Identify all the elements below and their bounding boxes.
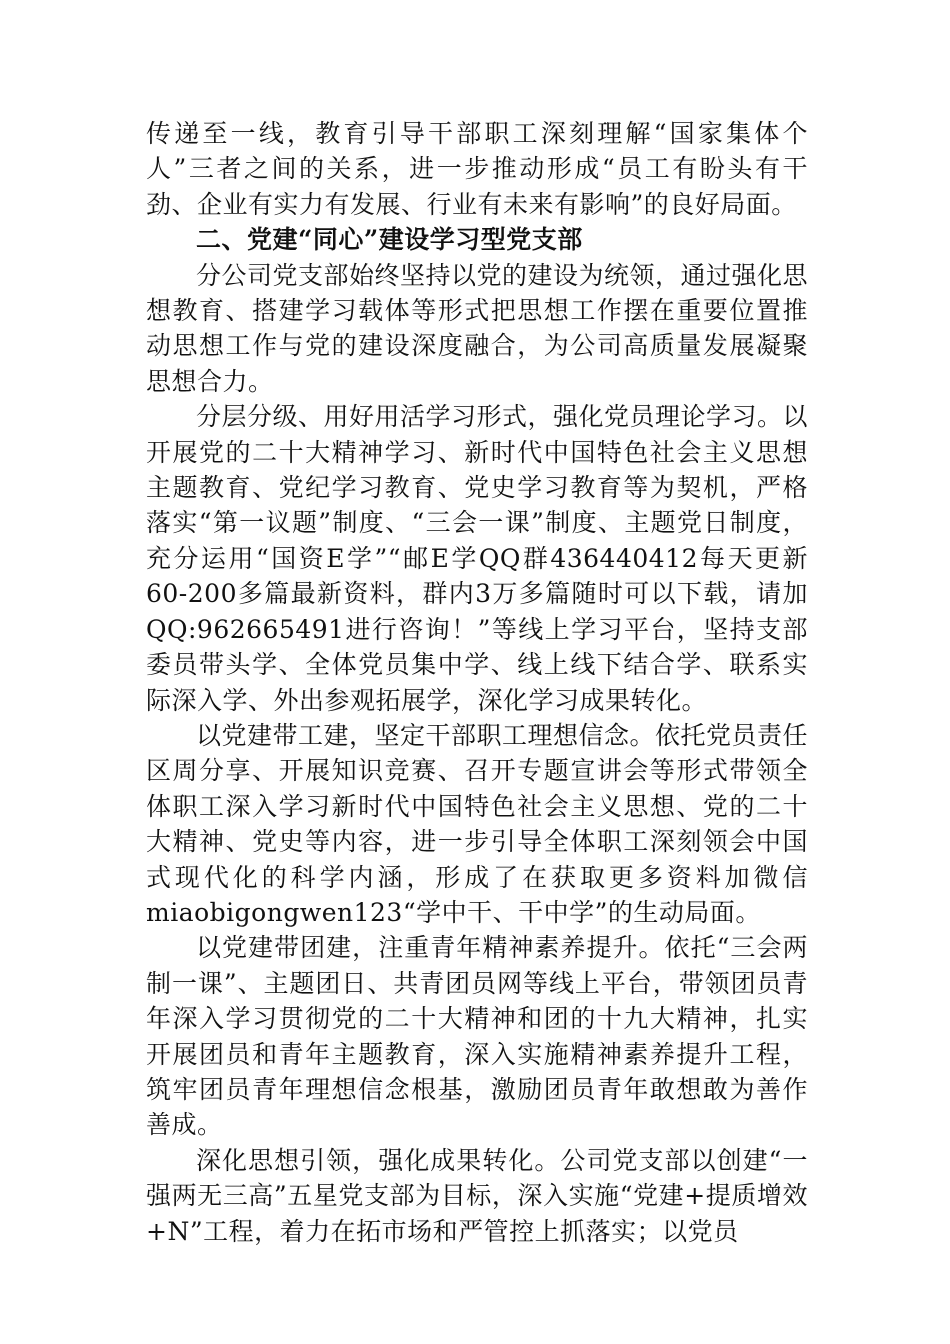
paragraph: 深化思想引领，强化成果转化。公司党支部以创建“一强两无三高”五星党支部为目标，深入实施“党建+提质增效+N”工程，着力在拓市场和严管控上抓落实；以党员 (146, 1145, 808, 1246)
paragraph-continued: 传递至一线，教育引导干部职工深刻理解“国家集体个人”三者之间的关系，进一步推动形成“员工有盼头有干劲、企业有实力有发展、行业有未来有影响”的良好局面。 (146, 119, 808, 219)
section-heading: 二、党建“同心”建设学习型党支部 (196, 225, 583, 255)
paragraph: 分层分级、用好用活学习形式，强化党员理论学习。以开展党的二十大精神学习、新时代中国特色社会主义思想主题教育、党纪学习教育、党史学习教育等为契机，严格落实“第一议题”制度、“三会一课”制度、主题党日制度，充分运用“国资E学”“邮E学QQ群436440412每天更新60-200多篇最新资料，群内3万多篇随时可以下载，请加QQ:962665491进行咨询！”等线上学习平台，坚持支部委员带头学、全体党员集中学、线上线下结合学、联系实际深入学、外出参观拓展学，深化学习成果转化。 (146, 402, 809, 715)
paragraph: 分公司党支部始终坚持以党的建设为统领，通过强化思想教育、搭建学习载体等形式把思想工作摆在重要位置推动思想工作与党的建设深度融合，为公司高质量发展凝聚思想合力。 (146, 260, 809, 396)
paragraph: 以党建带工建，坚定干部职工理想信念。依托党员责任区周分享、开展知识竞赛、召开专题宣讲会等形式带领全体职工深入学习新时代中国特色社会主义思想、党的二十大精神、党史等内容，进一步引导全体职工深刻领会中国式现代化的科学内涵，形成了在获取更多资料加微信miaobigongwen123“学中干、干中学”的生动局面。 (146, 720, 809, 927)
document-page (146, 116, 808, 1249)
paragraph: 以党建带团建，注重青年精神素养提升。依托“三会两制一课”、主题团日、共青团员网等线上平台，带领团员青年深入学习贯彻党的二十大精神和团的十九大精神，扎实开展团员和青年主题教育，深入实施精神素养提升工程，筑牢团员青年理想信念根基，激励团员青年敢想敢为善作善成。 (146, 933, 808, 1140)
